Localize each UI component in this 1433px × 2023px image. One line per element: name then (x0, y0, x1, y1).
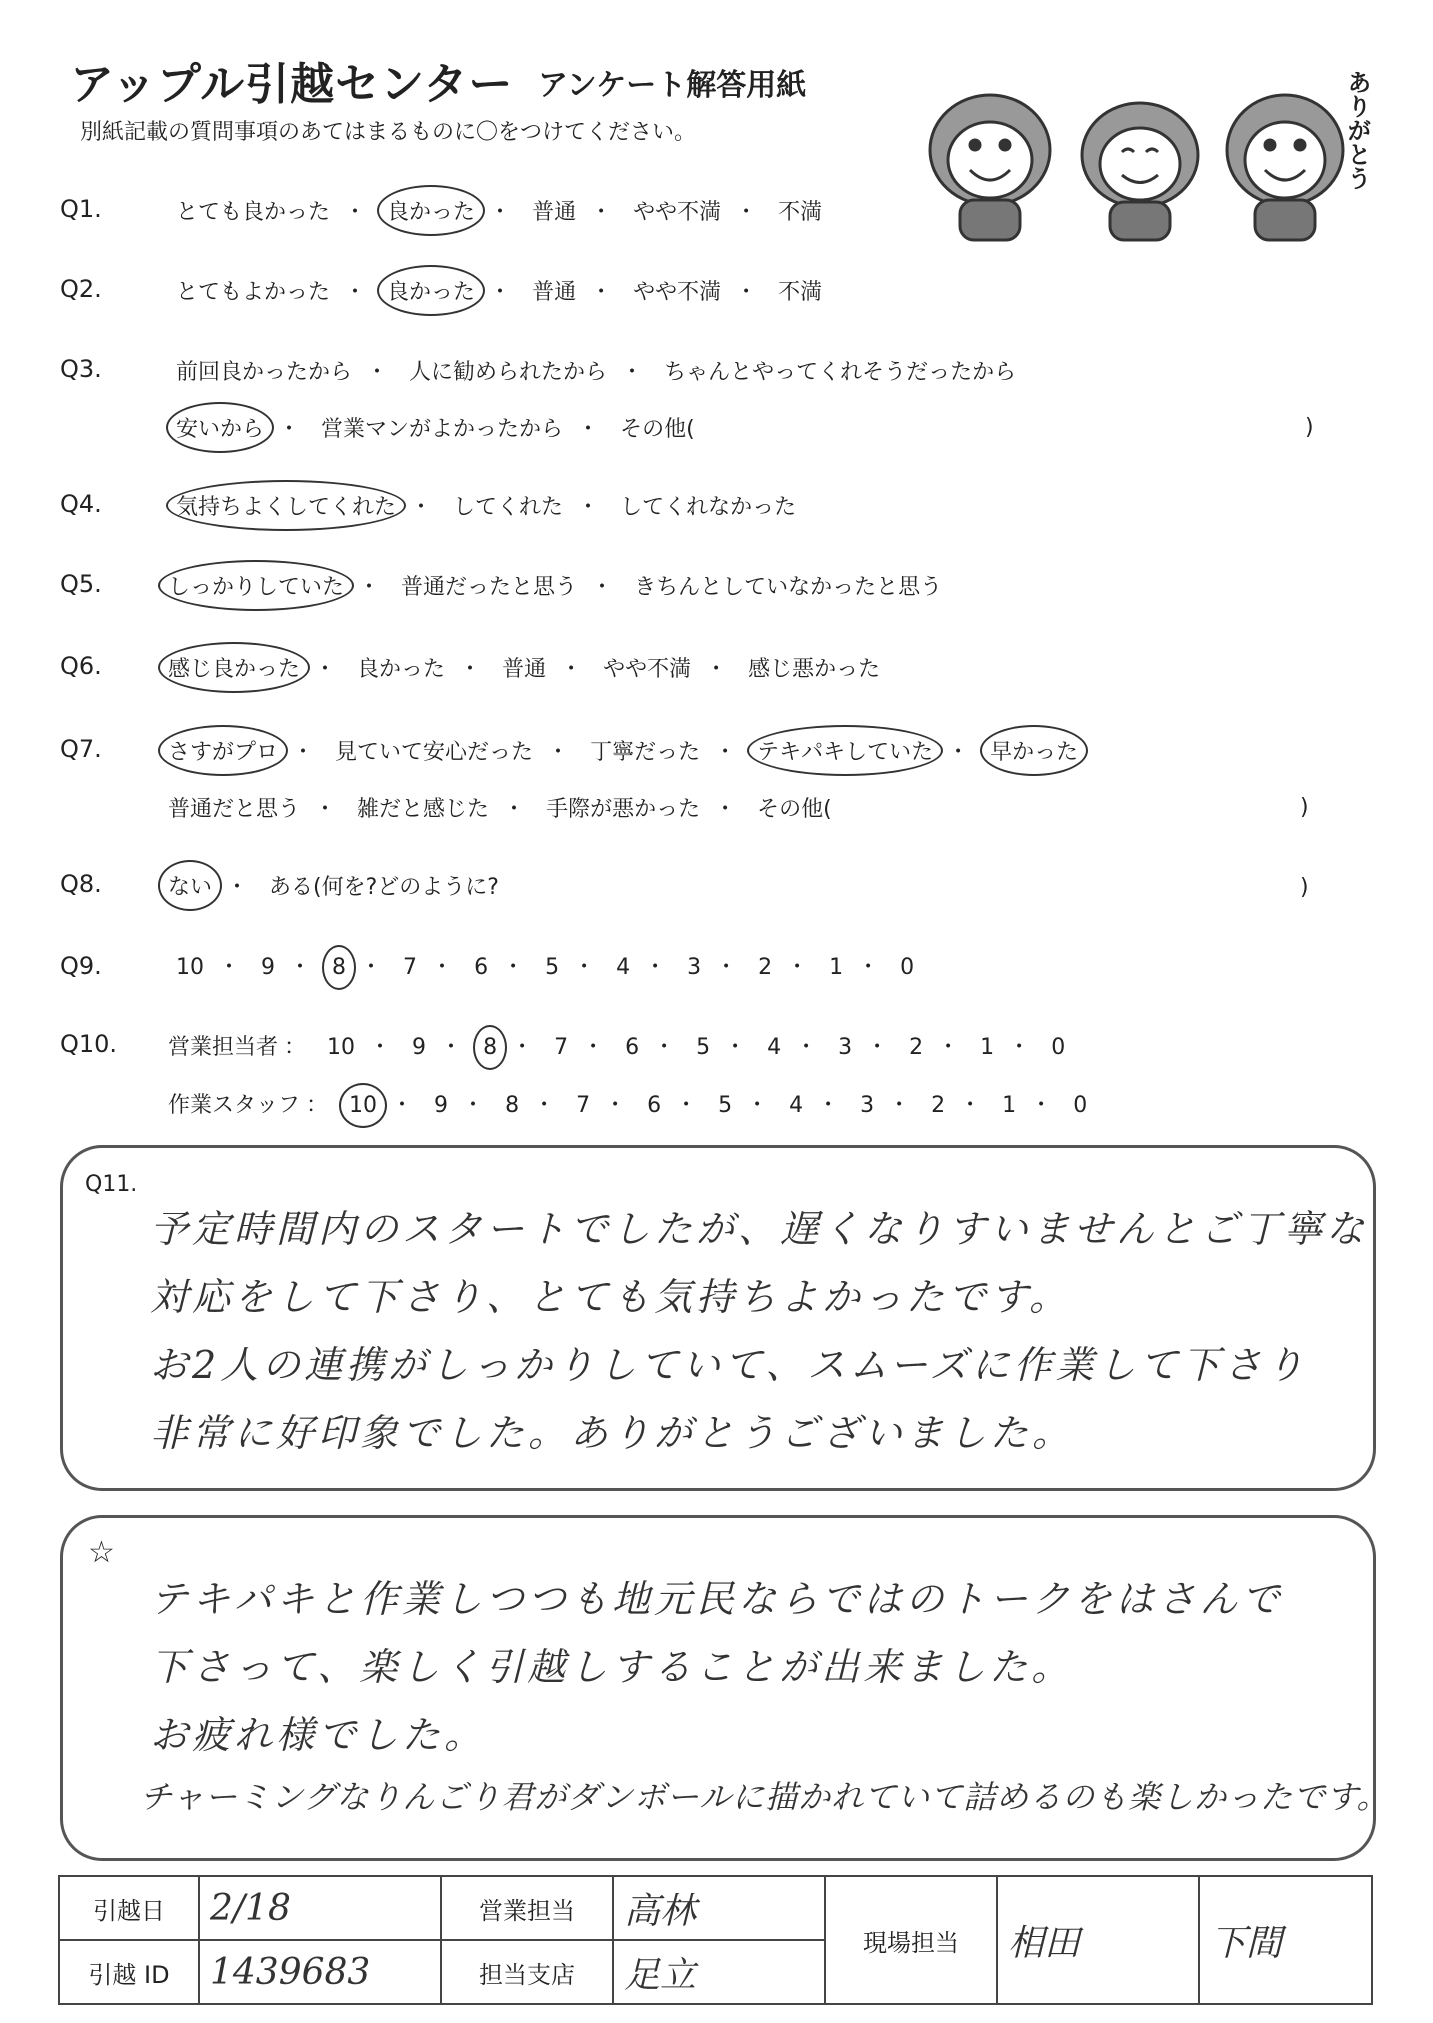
q10-option[interactable]: 1 (980, 1035, 995, 1060)
site-staff-2[interactable]: 下間 (1199, 1876, 1372, 2004)
q10-option[interactable]: 2 (909, 1035, 924, 1060)
q2-option[interactable]: 不満 (778, 280, 823, 305)
q3-option[interactable]: 前回良かったから (176, 360, 353, 385)
instruction-text: 別紙記載の質問事項のあてはまるものに〇をつけてください。 (80, 120, 697, 145)
q1-option[interactable]: 普通 (532, 200, 577, 225)
q7-options-line2: 普通だと思う ・ 雑だと感じた ・ 手際が悪かった ・ その他( (160, 790, 840, 825)
q9-option[interactable]: 10 (176, 955, 204, 980)
q2-options: とてもよかった ・ 良かった ・ 普通 ・ やや不満 ・ 不満 (168, 273, 830, 308)
q7-option[interactable]: 丁寧だった (590, 740, 701, 765)
q10-option[interactable]: 5 (718, 1093, 733, 1118)
q7-option-selected[interactable]: さすがプロ (160, 733, 286, 768)
q10-staff-label: 作業スタッフ (168, 1093, 301, 1118)
q2-option[interactable]: 普通 (532, 280, 577, 305)
q3-label: Q3. (60, 355, 102, 383)
q10-option[interactable]: 3 (860, 1093, 875, 1118)
q10-option[interactable]: 5 (696, 1035, 711, 1060)
q10-option[interactable]: 0 (1073, 1093, 1088, 1118)
q2-label: Q2. (60, 275, 102, 303)
free-comment-line: 下さって、楽しく引越しすることが出来ました。 (150, 1645, 1074, 1689)
q1-option-selected[interactable]: 良かった (379, 193, 483, 228)
q1-option[interactable]: 不満 (778, 200, 823, 225)
q6-option[interactable]: 感じ悪かった (748, 657, 881, 682)
q3-option[interactable]: ちゃんとやってくれそうだったから (664, 360, 1017, 385)
q4-option[interactable]: してくれなかった (620, 495, 797, 520)
q10-option[interactable]: 10 (327, 1035, 356, 1060)
q10-option[interactable]: 7 (576, 1093, 591, 1118)
q7-options-line1: さすがプロ ・ 見ていて安心だった ・ 丁寧だった ・ テキパキしていた ・ 早かった (160, 733, 1086, 768)
q9-option[interactable]: 9 (261, 955, 276, 980)
q10-option-selected[interactable]: 8 (475, 1033, 505, 1062)
q9-option[interactable]: 2 (758, 955, 773, 980)
q5-option-selected[interactable]: しっかりしていた (160, 568, 352, 603)
q8-option-selected[interactable]: ない (160, 868, 220, 903)
q10-option[interactable]: 9 (434, 1093, 449, 1118)
free-comment-line: テキパキと作業しつつも地元民ならではのトークをはさんで (150, 1577, 1284, 1621)
move-date-label: 引越日 (59, 1876, 199, 1940)
q6-option[interactable]: 普通 (502, 657, 547, 682)
q1-option[interactable]: とても良かった (176, 200, 331, 225)
sales-value[interactable]: 高林 (613, 1876, 825, 1940)
q3-options-line2: 安いから ・ 営業マンがよかったから ・ その他( (168, 410, 703, 445)
q10-sales-label: 営業担当者 (168, 1035, 279, 1060)
sales-label: 営業担当 (441, 1876, 613, 1940)
monkey-3 (1227, 95, 1343, 240)
q7-option[interactable]: 見ていて安心だった (335, 740, 534, 765)
q10-staff-row: 作業スタッフ ： 10 ・ 9 ・ 8 ・ 7 ・ 6 ・ 5 ・ 4 ・ 3 ・ 2 ・ 1 ・ 0 (168, 1088, 1095, 1120)
q7-close-paren: ) (1300, 795, 1309, 820)
q2-option[interactable]: やや不満 (633, 280, 722, 305)
site-staff-1[interactable]: 相田 (997, 1876, 1199, 2004)
q7-option[interactable]: 手際が悪かった (546, 797, 701, 822)
free-comment-line: お疲れ様でした。 (150, 1713, 487, 1757)
q10-option-selected[interactable]: 10 (341, 1091, 385, 1120)
q7-option-selected[interactable]: テキパキしていた (749, 733, 941, 768)
q3-option[interactable]: 人に勧められたから (409, 360, 608, 385)
q6-option-selected[interactable]: 感じ良かった (160, 650, 308, 685)
form-subtitle: アンケート解答用紙 (538, 68, 807, 103)
q1-option[interactable]: やや不満 (633, 200, 722, 225)
monkey-1 (930, 95, 1050, 240)
form-title: アップル引越センター (70, 59, 514, 110)
q5-option[interactable]: 普通だったと思う (401, 575, 578, 600)
q1-label: Q1. (60, 195, 102, 223)
q9-option-selected[interactable]: 8 (324, 953, 354, 982)
q7-label: Q7. (60, 735, 102, 763)
free-comment-line: チャーミングなりんごり君がダンボールに描かれていて詰めるのも楽しかったです。 (140, 1778, 1390, 1816)
q6-options: 感じ良かった ・ 良かった ・ 普通 ・ やや不満 ・ 感じ悪かった (160, 650, 888, 685)
q10-label: Q10. (60, 1030, 118, 1058)
q9-label: Q9. (60, 952, 102, 980)
q9-option[interactable]: 6 (474, 955, 489, 980)
q10-option[interactable]: 2 (931, 1093, 946, 1118)
q10-option[interactable]: 3 (838, 1035, 853, 1060)
q6-label: Q6. (60, 652, 102, 680)
star-icon: ☆ (88, 1535, 115, 1570)
q9-option[interactable]: 3 (687, 955, 702, 980)
monkey-2 (1082, 103, 1198, 240)
q3-option-other[interactable]: その他( (620, 417, 695, 442)
q10-sales-row: 営業担当者 ： 10 ・ 9 ・ 8 ・ 7 ・ 6 ・ 5 ・ 4 ・ 3 ・ 2 ・ 1 ・ 0 (168, 1030, 1073, 1062)
site-label: 現場担当 (825, 1876, 997, 2004)
q9-option[interactable]: 0 (900, 955, 915, 980)
q2-option[interactable]: とてもよかった (176, 280, 331, 305)
q8-options: ない ・ ある(何を?どのように? (160, 868, 507, 903)
q3-close-paren: ) (1305, 415, 1314, 440)
q10-option[interactable]: 9 (412, 1035, 427, 1060)
footer-info-table (58, 1875, 1373, 2005)
q11-label: Q11. (85, 1172, 138, 1197)
q8-close-paren: ) (1300, 875, 1309, 900)
q9-option[interactable]: 1 (829, 955, 844, 980)
q4-option-selected[interactable]: 気持ちよくしてくれた (168, 488, 404, 523)
q9-option[interactable]: 7 (403, 955, 418, 980)
q10-option[interactable]: 6 (647, 1093, 662, 1118)
q7-option-other[interactable]: その他( (757, 797, 832, 822)
q5-label: Q5. (60, 570, 102, 598)
q6-option[interactable]: 良かった (357, 657, 446, 682)
q11-line: 予定時間内のスタートでしたが、遅くなりすいませんとご丁寧な (150, 1207, 1369, 1251)
q11-line: お2人の連携がしっかりしていて、スムーズに作業して下さり (150, 1343, 1308, 1387)
q10-option[interactable]: 4 (789, 1093, 804, 1118)
q1-options: とても良かった ・ 良かった ・ 普通 ・ やや不満 ・ 不満 (168, 193, 830, 228)
q7-option-selected[interactable]: 早かった (982, 733, 1086, 768)
q11-line: 非常に好印象でした。ありがとうございました。 (150, 1411, 1075, 1455)
q4-options: 気持ちよくしてくれた ・ してくれた ・ してくれなかった (168, 488, 804, 523)
q3-options-line1: 前回良かったから ・ 人に勧められたから ・ ちゃんとやってくれそうだったから (168, 353, 1024, 388)
branch-value[interactable]: 足立 (613, 1940, 825, 2004)
mascot-illustration (900, 40, 1380, 250)
q10-option[interactable]: 6 (625, 1035, 640, 1060)
q3-option-selected[interactable]: 安いから (168, 410, 272, 445)
q6-option[interactable]: やや不満 (603, 657, 692, 682)
q4-label: Q4. (60, 490, 102, 518)
q5-options: しっかりしていた ・ 普通だったと思う ・ きちんとしていなかったと思う (160, 568, 950, 603)
q3-option[interactable]: 営業マンがよかったから (321, 417, 564, 442)
q7-option[interactable]: 雑だと感じた (357, 797, 490, 822)
q11-line: 対応をして下さり、とても気持ちよかったです。 (150, 1275, 1071, 1319)
move-date-value[interactable]: 2/18 (199, 1876, 441, 1940)
q10-option[interactable]: 4 (767, 1035, 782, 1060)
q2-option-selected[interactable]: 良かった (379, 273, 483, 308)
q5-option[interactable]: きちんとしていなかったと思う (634, 575, 943, 600)
q8-option[interactable]: ある(何を?どのように? (269, 875, 499, 900)
move-id-label: 引越 ID (59, 1940, 199, 2004)
q9-option[interactable]: 5 (545, 955, 560, 980)
q10-option[interactable]: 0 (1051, 1035, 1066, 1060)
mascot-text: ありがとう (1343, 70, 1371, 190)
q8-label: Q8. (60, 870, 102, 898)
q10-option[interactable]: 8 (505, 1093, 520, 1118)
q7-option[interactable]: 普通だと思う (168, 797, 301, 822)
q9-option[interactable]: 4 (616, 955, 631, 980)
q10-option[interactable]: 1 (1002, 1093, 1017, 1118)
q4-option[interactable]: してくれた (453, 495, 564, 520)
branch-label: 担当支店 (441, 1940, 613, 2004)
move-id-value[interactable]: 1439683 (199, 1940, 441, 2004)
q9-options: 10 ・ 9 ・ 8 ・ 7 ・ 6 ・ 5 ・ 4 ・ 3 ・ 2 ・ 1 ・ 0 (168, 950, 922, 982)
q10-option[interactable]: 7 (554, 1035, 569, 1060)
